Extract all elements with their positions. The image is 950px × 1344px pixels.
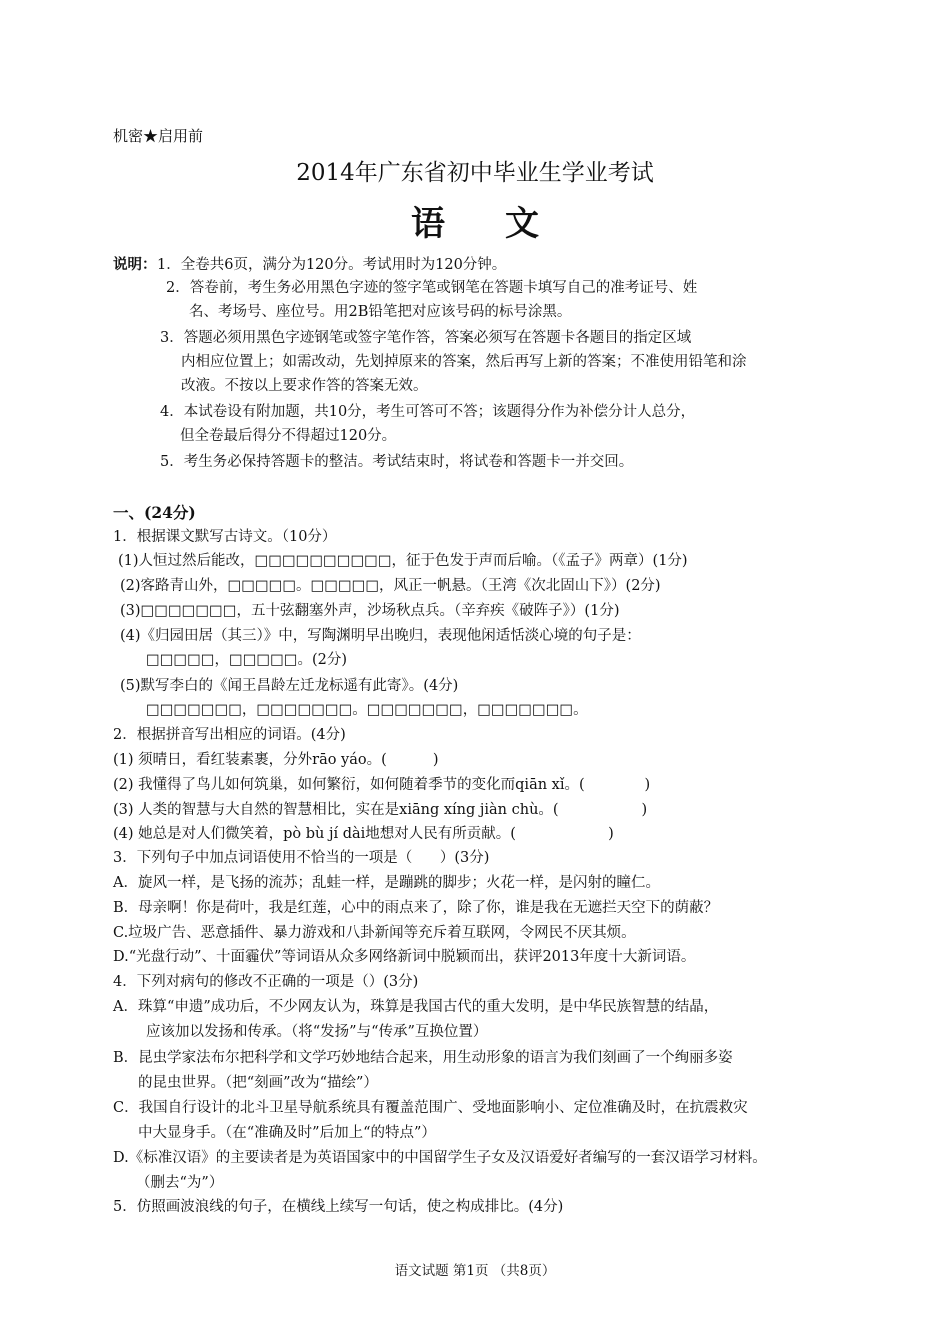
- note-4b: 但全卷最后得分不得超过120分。: [180, 428, 397, 444]
- q3-option-d: D.“光盘行动”、十面霾伏”等词语从众多网络新词中脱颖而出，获评2013年度十大新词语。: [113, 949, 696, 965]
- q3-option-b: B．母亲啊！你是荷叶，我是红莲，心中的雨点来了，除了你，谁是我在无遮拦天空下的荫蔽？: [113, 900, 719, 916]
- q5-stem: 5．仿照画波浪线的句子，在横线上续写一句话，使之构成排比。(4分): [113, 1199, 564, 1215]
- q1-part2: (2)客路青山外，□□□□□。□□□□□，风正一帆悬。（王湾《次北固山下》）(2分): [120, 578, 661, 594]
- note-5: 5．考生务必保持答题卡的整洁。考试结束时，将试卷和答题卡一并交回。: [160, 454, 634, 470]
- note-4a: 4．本试卷设有附加题，共10分，考生可答可不答；该题得分作为补偿分计人总分，: [160, 404, 696, 420]
- note-3c: 改液。不按以上要求作答的答案无效。: [181, 378, 428, 394]
- q1-part5a: (5)默写李白的《闻王昌龄左迁龙标遥有此寄》。(4分): [120, 678, 459, 694]
- note-1: 1．全卷共6页，满分为120分。考试用时为120分钟。: [157, 257, 507, 273]
- notes-label: 说明：: [113, 256, 157, 273]
- note-2a: 2．答卷前，考生务必用黑色字迹的签字笔或钢笔在答题卡填写自己的准考证号、姓: [166, 280, 698, 296]
- q1-part5b: □□□□□□□，□□□□□□□。□□□□□□□，□□□□□□□。: [146, 702, 588, 718]
- q2-part2: (2) 我懂得了鸟儿如何筑巢，如何繁衍，如何随着季节的变化而qiān xǐ。( ): [113, 777, 651, 793]
- q1-part4a: (4)《归园田居（其三）》中，写陶渊明早出晚归，表现他闲适恬淡心境的句子是：: [120, 628, 641, 644]
- q2-stem: 2．根据拼音写出相应的词语。(4分): [113, 727, 346, 743]
- section-heading: 一、(24分): [113, 503, 196, 522]
- q3-stem: 3．下列句子中加点词语使用不恰当的一项是（ ）(3分): [113, 850, 490, 866]
- q4-option-c2: 中大显身手。（在“准确及时”后加上“的特点”）: [138, 1125, 436, 1141]
- note-3b: 内相应位置上；如需改动，先划掉原来的答案，然后再写上新的答案；不准使用铅笔和涂: [181, 354, 747, 370]
- q4-option-a1: A．珠算“申遗”成功后，不少网友认为，珠算是我国古代的重大发明，是中华民族智慧的结晶，: [113, 999, 719, 1015]
- q3-option-c: C.垃圾广告、恶意插件、暴力游戏和八卦新闻等充斥着互联网，令网民不厌其烦。: [113, 925, 636, 941]
- q4-option-b2: 的昆虫世界。（把“刻画”改为“描绘”）: [138, 1075, 378, 1091]
- q1-part4b: □□□□□，□□□□□。(2分): [146, 652, 348, 668]
- q1-stem: 1．根据课文默写古诗文。（10分）: [113, 529, 337, 545]
- q4-option-b1: B．昆虫学家法布尔把科学和文学巧妙地结合起来，用生动形象的语言为我们刻画了一个绚丽多姿: [113, 1050, 733, 1066]
- q4-option-c1: C．我国自行设计的北斗卫星导航系统具有覆盖范围广、受地面影响小、定位准确及时，在抗震救灾: [113, 1100, 748, 1116]
- q2-part3: (3) 人类的智慧与大自然的智慧相比，实在是xiāng xíng jiàn chù。( ): [113, 802, 648, 818]
- q3-option-a: A．旋风一样，是飞扬的流苏；乱蛙一样，是蹦跳的脚步；火花一样，是闪射的瞳仁。: [113, 875, 660, 891]
- q1-part1: (1)人恒过然后能改，□□□□□□□□□□，征于色发于声而后喻。（《孟子》两章）(1分): [118, 553, 688, 569]
- exam-title: 2014年广东省初中毕业生学业考试: [296, 160, 654, 186]
- q2-part4: (4) 她总是对人们微笑着，pò bù jí dài地想对人民有所贡献。( ): [113, 826, 614, 842]
- confidential-label: 机密★启用前: [113, 127, 204, 145]
- q4-stem: 4．下列对病句的修改不正确的一项是（）(3分): [113, 974, 419, 990]
- q4-option-d2: （删去“为”）: [136, 1175, 224, 1191]
- note-2b: 名、考场号、座位号。用2B铅笔把对应该号码的标号涂黑。: [189, 304, 572, 320]
- q4-option-d1: D.《标准汉语》的主要读者是为英语国家中的中国留学生子女及汉语爱好者编写的一套汉语学习材料。: [113, 1150, 767, 1166]
- page-footer: 语文试题 第1页 （共8页）: [394, 1263, 556, 1279]
- q2-part1: (1) 须晴日，看红装素裹，分外rāo yáo。( ): [113, 752, 439, 768]
- note-3a: 3．答题必须用黑色字迹钢笔或签字笔作答，答案必须写在答题卡各题目的指定区域: [160, 330, 692, 346]
- q1-part3: (3)□□□□□□□，五十弦翻塞外声，沙场秋点兵。（辛弃疾《破阵子》）(1分): [120, 603, 620, 619]
- subject-title: 语文: [411, 204, 599, 244]
- q4-option-a2: 应该加以发扬和传承。（将“发扬”与“传承”互换位置）: [146, 1024, 488, 1040]
